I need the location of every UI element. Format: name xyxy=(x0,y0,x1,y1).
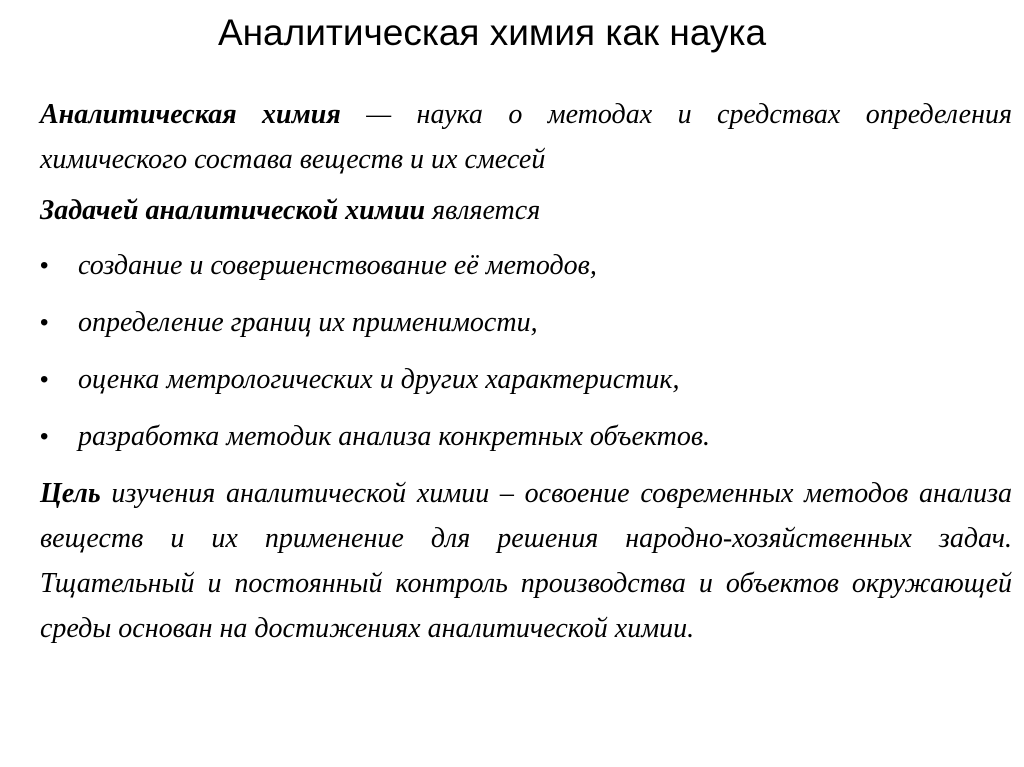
list-item xyxy=(40,243,1012,300)
task-list xyxy=(40,243,1012,471)
list-item-text: создание и совершенствование её методов, xyxy=(78,250,597,281)
task-lead: Задачей аналитической химии xyxy=(40,195,426,226)
slide-content xyxy=(40,92,1012,651)
list-item-text: оценка метрологических и других характеристик, xyxy=(78,364,680,395)
task-text: является xyxy=(425,195,541,226)
definition-paragraph xyxy=(40,92,1012,182)
bullet-icon: • xyxy=(40,309,49,336)
goal-paragraph xyxy=(40,471,1012,651)
list-item xyxy=(40,357,1012,414)
goal-lead: Цель xyxy=(40,478,101,509)
definition-text: — наука о методах и средствах определения химического состава веществ и их смесей xyxy=(40,99,1012,175)
list-item xyxy=(40,300,1012,357)
list-item-text: определение границ их применимости, xyxy=(78,307,538,338)
bullet-icon: • xyxy=(40,252,49,279)
bullet-icon: • xyxy=(40,366,49,393)
list-item xyxy=(40,414,1012,471)
definition-term: Аналитическая химия xyxy=(40,99,341,130)
list-item-text: разработка методик анализа конкретных объектов. xyxy=(78,421,710,452)
goal-text: изучения аналитической химии – освоение современных методов анализа веществ и их применение для решения народно-хозяйственных задач. Тщательный и постоянный контроль производства и объектов окружающей среды основан на достижениях аналитической химии. xyxy=(40,478,1012,644)
task-paragraph xyxy=(40,188,1012,233)
slide-title: Аналитическая химия как наука xyxy=(217,12,767,53)
bullet-icon: • xyxy=(40,423,49,450)
